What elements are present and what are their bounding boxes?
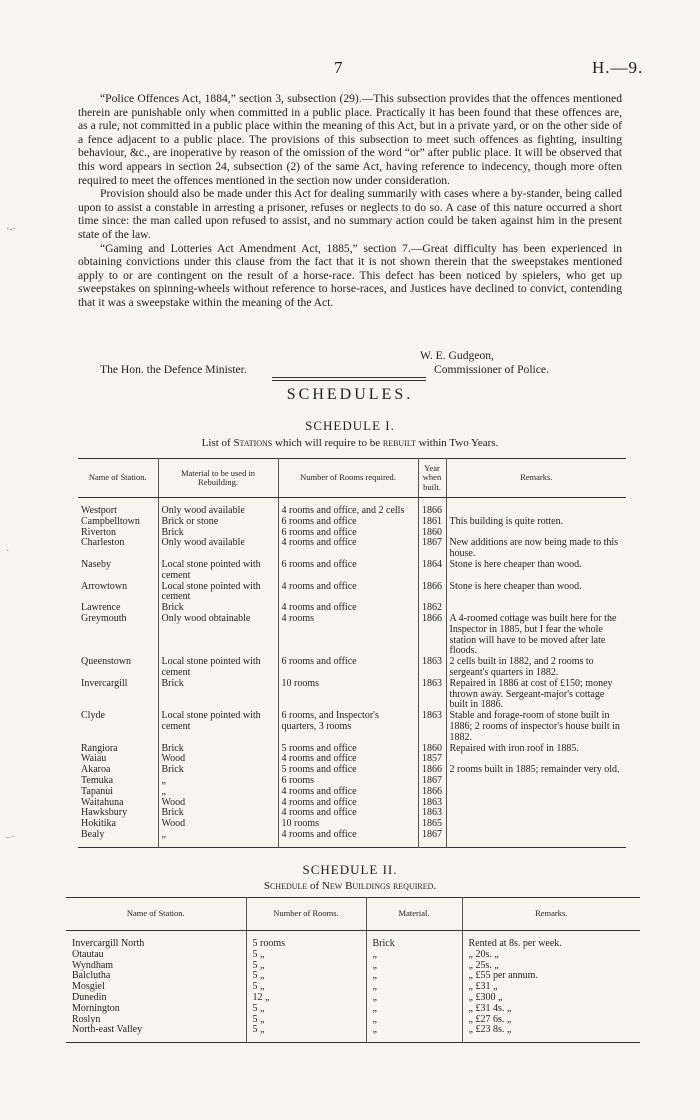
remarks-cell: 2 cells built in 1882, and 2 rooms to sergeant's quarters in 1882. — [446, 657, 626, 679]
material-cell: Brick — [158, 765, 278, 776]
rooms-cell: 4 rooms and office — [278, 754, 418, 765]
schedule1-table — [78, 458, 626, 848]
rooms-cell: 4 rooms — [278, 614, 418, 657]
signature-name: W. E. Gudgeon, — [420, 349, 494, 362]
station-name-cell: Rangiora — [81, 742, 118, 754]
material-cell: Local stone pointed with cement — [158, 560, 278, 582]
year-cell: 1867 — [418, 830, 446, 847]
schedule2-table — [66, 897, 640, 1043]
rooms-cell: 4 rooms and office — [278, 808, 418, 819]
rooms-cell: 6 rooms, and Inspector's quarters, 3 rooms — [278, 711, 418, 743]
remarks-cell — [446, 776, 626, 787]
material-cell: „ — [158, 776, 278, 787]
rooms-cell: 6 rooms and office — [278, 528, 418, 539]
material-cell: „ — [366, 1025, 462, 1042]
rooms-cell: 5 „ — [246, 950, 366, 961]
station-name-cell: Waiau — [81, 753, 107, 765]
column-header: Remarks. — [446, 459, 626, 498]
material-cell: Brick — [158, 744, 278, 755]
column-header: Material. — [366, 898, 462, 931]
year-cell: 1866 — [418, 614, 446, 657]
material-cell: Wood — [158, 819, 278, 830]
year-cell: 1865 — [418, 819, 446, 830]
year-cell: 1866 — [418, 787, 446, 798]
material-cell: Only wood obtainable — [158, 614, 278, 657]
page-number: 7 — [334, 58, 343, 77]
material-cell: Brick — [158, 808, 278, 819]
margin-mark: ·-· — [6, 224, 16, 235]
column-header: Remarks. — [462, 898, 640, 931]
remarks-cell: „ 20s. „ — [462, 950, 640, 961]
table-row — [66, 993, 640, 1004]
year-cell: 1863 — [418, 798, 446, 809]
material-cell: Wood — [158, 798, 278, 809]
remarks-cell — [446, 819, 626, 830]
remarks-cell — [446, 498, 626, 517]
remarks-cell: „ £23 8s. „ — [462, 1025, 640, 1042]
remarks-cell: Stable and forage-room of stone built in 1886; 2 rooms of inspector's house built in 1882. — [446, 711, 626, 743]
rooms-cell: 10 rooms — [278, 819, 418, 830]
rooms-cell: 4 rooms and office — [278, 603, 418, 614]
rooms-cell: 6 rooms and office — [278, 517, 418, 528]
station-name-cell: Clyde — [81, 710, 105, 722]
paragraph: “Police Offences Act, 1884,” section 3, subsection (29).—This subsection provides that the offences mentioned therein are punishable only when committed in a public place. Practically it has been found that these offences are, as a rule, not committed in a public place within the meaning of this Act, but in a private yard, or on the other side of a fence adjacent to a public place. The provisions of this subsection to meet such offences as fighting, insulting behaviour, &c., are inoperative by reason of the omission of the word “or” after public place. It will be observed that this word appears in section 24, subsection (2) of the same Act, having reference to indecency, though more often required to meet the offences mentioned in the section now under consideration. — [78, 92, 622, 187]
rooms-cell: 6 rooms and office — [278, 560, 418, 582]
year-cell: 1867 — [418, 776, 446, 787]
schedule1-title: SCHEDULE I. — [305, 418, 395, 433]
station-name-cell: Waitahuna — [81, 796, 124, 808]
year-cell: 1863 — [418, 808, 446, 819]
table-row — [66, 1004, 640, 1015]
table-row — [78, 560, 626, 582]
table-row — [66, 971, 640, 982]
year-cell: 1867 — [418, 538, 446, 560]
remarks-cell: „ £27 6s. „ — [462, 1015, 640, 1026]
rooms-cell: 4 rooms and office — [278, 798, 418, 809]
material-cell: „ — [366, 993, 462, 1004]
rooms-cell: 10 rooms — [278, 679, 418, 711]
table-row — [78, 582, 626, 604]
remarks-cell — [446, 798, 626, 809]
station-name-cell: Lawrence — [81, 602, 121, 614]
material-cell: Brick — [158, 603, 278, 614]
material-cell: Only wood available — [158, 498, 278, 517]
material-cell: „ — [158, 830, 278, 847]
year-cell: 1864 — [418, 560, 446, 582]
remarks-cell: New additions are now being made to this house. — [446, 538, 626, 560]
station-name-cell: Arrowtown — [81, 580, 128, 592]
rooms-cell: 6 rooms and office — [278, 657, 418, 679]
table-row — [66, 961, 640, 972]
remarks-cell — [446, 830, 626, 847]
material-cell: Brick — [158, 528, 278, 539]
column-header: Name of Station. — [66, 898, 246, 931]
station-name-cell: Naseby — [81, 558, 111, 570]
material-cell: „ — [366, 950, 462, 961]
remarks-cell: This building is quite rotten. — [446, 517, 626, 528]
year-cell: 1863 — [418, 657, 446, 679]
material-cell: Local stone pointed with cement — [158, 582, 278, 604]
station-name-cell: Balclutha — [72, 970, 111, 982]
rooms-cell: 5 „ — [246, 971, 366, 982]
table-row — [78, 498, 626, 517]
schedule2-subtitle: Schedule of New Buildings required. — [263, 880, 437, 892]
table-row — [78, 808, 626, 819]
table-row — [78, 787, 626, 798]
station-name-cell: Wyndham — [72, 959, 114, 971]
material-cell: Only wood available — [158, 538, 278, 560]
station-name-cell: Westport — [81, 505, 117, 516]
material-cell: „ — [366, 961, 462, 972]
paragraph: “Gaming and Lotteries Act Amendment Act, 1885,” section 7.—Great difficulty has been experienced in obtaining convictions under this clause from the fact that it is not shown therein that the sweepstakes mentioned apply to or are contingent on the result of a horse-race. This defect has been noticed by spielers, who get up sweepstakes on spinning-wheels without reference to horse-races, and Justices have declined to convict, contending that it was a sweepstake within the meaning of the Act. — [78, 241, 622, 309]
year-cell: 1866 — [418, 498, 446, 517]
station-name-cell: Queenstown — [81, 656, 131, 668]
material-cell: Brick or stone — [158, 517, 278, 528]
schedule2-title: SCHEDULE II. — [302, 862, 398, 877]
year-cell: 1857 — [418, 754, 446, 765]
body-text — [78, 92, 622, 310]
rooms-cell: 4 rooms and office — [278, 787, 418, 798]
rooms-cell: 4 rooms and office — [278, 582, 418, 604]
remarks-cell — [446, 787, 626, 798]
paragraph: Provision should also be made under this Act for dealing summarily with cases where a by-stander, being called upon to assist a constable in arresting a prisoner, refuses or neglects to do so. A case of this nature occurred a short time since: the man called upon refused to assist, and no summary action could be taken against him in the present state of the law. — [78, 187, 622, 241]
station-name-cell: North-east Valley — [72, 1024, 143, 1036]
margin-mark: –· — [6, 832, 15, 843]
rooms-cell: 6 rooms — [278, 776, 418, 787]
rooms-cell: 5 „ — [246, 1004, 366, 1015]
table-row — [78, 538, 626, 560]
year-cell: 1863 — [418, 679, 446, 711]
signature-title: Commissioner of Police. — [434, 363, 549, 376]
remarks-cell: Stone is here cheaper than wood. — [446, 560, 626, 582]
table-row — [78, 765, 626, 776]
station-name-cell: Tapanui — [81, 785, 114, 797]
remarks-cell: 2 rooms built in 1885; remainder very old. — [446, 765, 626, 776]
remarks-cell: „ £55 per annum. — [462, 971, 640, 982]
year-cell: 1862 — [418, 603, 446, 614]
material-cell: Brick — [366, 931, 462, 950]
station-name-cell: Dunedin — [72, 991, 107, 1003]
station-name-cell: Mosgiel — [72, 981, 105, 993]
station-name-cell: Mornington — [72, 1002, 120, 1014]
divider — [272, 377, 426, 378]
column-header: Number of Rooms required. — [278, 459, 418, 498]
rooms-cell: 5 „ — [246, 961, 366, 972]
station-name-cell: Roslyn — [72, 1013, 101, 1025]
rooms-cell: 12 „ — [246, 993, 366, 1004]
station-name-cell: Bealy — [81, 828, 105, 840]
remarks-cell: Repaired in 1886 at cost of £150; money thrown away. Sergeant-major's cottage built in 1886. — [446, 679, 626, 711]
year-cell: 1860 — [418, 744, 446, 755]
rooms-cell: 4 rooms and office — [278, 538, 418, 560]
remarks-cell: „ £31 4s. „ — [462, 1004, 640, 1015]
table-row — [66, 1015, 640, 1026]
material-cell: „ — [366, 1004, 462, 1015]
remarks-cell: Repaired with iron roof in 1885. — [446, 744, 626, 755]
material-cell: Brick — [158, 679, 278, 711]
year-cell: 1860 — [418, 528, 446, 539]
schedule1-subtitle: List of Stations which will require to be rebuilt within Two Years. — [201, 437, 499, 449]
rooms-cell: 5 rooms and office — [278, 744, 418, 755]
table-row — [78, 614, 626, 657]
station-name-cell: Akaroa — [81, 764, 111, 776]
page-code: H.—9. — [592, 58, 644, 77]
station-name-cell: Invercargill North — [72, 938, 145, 949]
schedules-heading: SCHEDULES. — [286, 386, 414, 403]
material-cell: „ — [158, 787, 278, 798]
station-name-cell: Greymouth — [81, 612, 127, 624]
remarks-cell: A 4-roomed cottage was built here for the Inspector in 1885, but I fear the whole station will have to be moved after late floods. — [446, 614, 626, 657]
rooms-cell: 4 rooms and office — [278, 830, 418, 847]
column-header: Material to be used in Rebuilding. — [158, 459, 278, 498]
remarks-cell: „ £300 „ — [462, 993, 640, 1004]
table-row — [66, 931, 640, 950]
rooms-cell: 5 rooms and office — [278, 765, 418, 776]
remarks-cell: „ 25s. „ — [462, 961, 640, 972]
remarks-cell: Rented at 8s. per week. — [462, 931, 640, 950]
year-cell: 1866 — [418, 582, 446, 604]
table-row — [66, 982, 640, 993]
station-name-cell: Hawksbury — [81, 807, 128, 819]
material-cell: Local stone pointed with cement — [158, 657, 278, 679]
station-name-cell: Invercargill — [81, 677, 128, 689]
rooms-cell: 5 rooms — [246, 931, 366, 950]
material-cell: „ — [366, 982, 462, 993]
table-header-row — [66, 898, 640, 931]
column-header: Name of Station. — [78, 459, 158, 498]
year-cell: 1866 — [418, 765, 446, 776]
column-header: Year when built. — [418, 459, 446, 498]
material-cell: „ — [366, 971, 462, 982]
rooms-cell: 5 „ — [246, 1015, 366, 1026]
rooms-cell: 4 rooms and office, and 2 cells — [278, 498, 418, 517]
material-cell: Local stone pointed with cement — [158, 711, 278, 743]
station-name-cell: Riverton — [81, 526, 116, 538]
year-cell: 1861 — [418, 517, 446, 528]
table-row — [78, 517, 626, 528]
table-header-row — [78, 459, 626, 498]
column-header: Number of Rooms. — [246, 898, 366, 931]
table-row — [78, 711, 626, 743]
remarks-cell: Stone is here cheaper than wood. — [446, 582, 626, 604]
table-row — [78, 657, 626, 679]
station-name-cell: Temuka — [81, 774, 114, 786]
table-row — [66, 1025, 640, 1042]
rooms-cell: 5 „ — [246, 1025, 366, 1042]
station-name-cell: Otautau — [72, 948, 104, 960]
margin-mark: · — [6, 546, 10, 557]
rooms-cell: 5 „ — [246, 982, 366, 993]
material-cell: Wood — [158, 754, 278, 765]
remarks-cell — [446, 808, 626, 819]
year-cell: 1863 — [418, 711, 446, 743]
station-name-cell: Hokitika — [81, 818, 116, 830]
addressee: The Hon. the Defence Minister. — [100, 363, 247, 376]
station-name-cell: Charleston — [81, 537, 125, 549]
material-cell: „ — [366, 1015, 462, 1026]
remarks-cell: „ £31 „ — [462, 982, 640, 993]
table-row — [78, 830, 626, 847]
table-row — [66, 950, 640, 961]
divider — [272, 380, 426, 381]
table-row — [78, 679, 626, 711]
station-name-cell: Campbelltown — [81, 515, 140, 527]
